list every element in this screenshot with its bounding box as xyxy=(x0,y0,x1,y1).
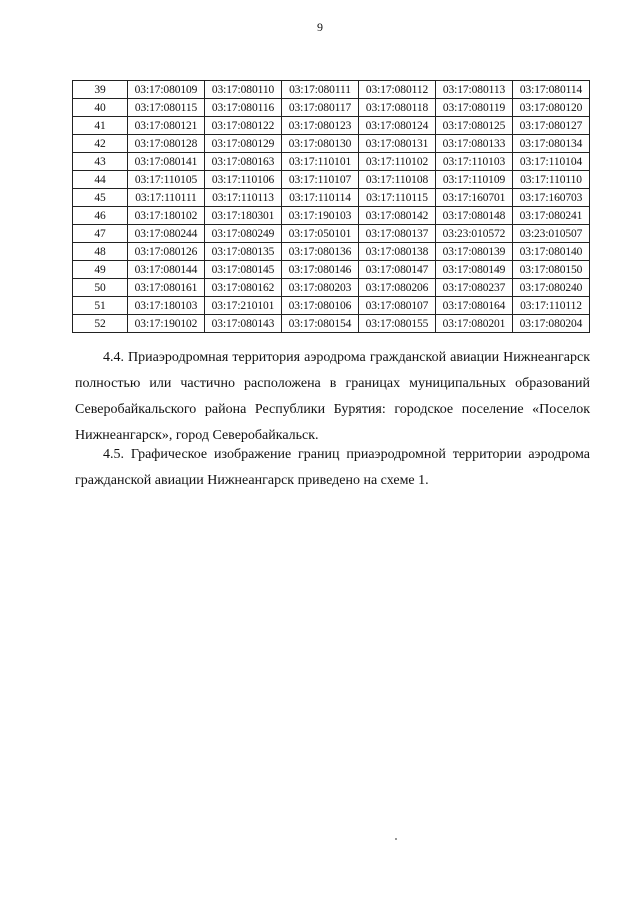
cadastral-number-cell: 03:17:080136 xyxy=(282,243,359,261)
table-row xyxy=(73,117,590,135)
cadastral-number-cell: 03:17:080131 xyxy=(359,135,436,153)
cadastral-number-cell: 03:17:080237 xyxy=(436,279,513,297)
row-number-cell: 44 xyxy=(73,171,128,189)
cadastral-number-cell: 03:17:110103 xyxy=(436,153,513,171)
cadastral-number-cell: 03:17:080206 xyxy=(359,279,436,297)
cadastral-number-cell: 03:17:080244 xyxy=(128,225,205,243)
cadastral-number-cell: 03:17:080115 xyxy=(128,99,205,117)
table-row xyxy=(73,315,590,333)
cadastral-number-cell: 03:17:080122 xyxy=(205,117,282,135)
cadastral-number-cell: 03:17:080163 xyxy=(205,153,282,171)
cadastral-number-cell: 03:23:010572 xyxy=(436,225,513,243)
cadastral-number-cell: 03:17:080106 xyxy=(282,297,359,315)
table-row xyxy=(73,225,590,243)
cadastral-number-cell: 03:17:080113 xyxy=(436,81,513,99)
cadastral-number-cell: 03:17:080134 xyxy=(513,135,590,153)
cadastral-number-cell: 03:17:080129 xyxy=(205,135,282,153)
cadastral-number-cell: 03:17:180102 xyxy=(128,207,205,225)
cadastral-number-cell: 03:17:080110 xyxy=(205,81,282,99)
table-row xyxy=(73,171,590,189)
cadastral-number-cell: 03:17:080137 xyxy=(359,225,436,243)
cadastral-number-cell: 03:17:080128 xyxy=(128,135,205,153)
cadastral-number-cell: 03:17:080204 xyxy=(513,315,590,333)
cadastral-number-cell: 03:17:110112 xyxy=(513,297,590,315)
paragraph-4-4: 4.4. Приаэродромная территория аэродрома гражданской авиации Нижнеангарск полностью или частично расположена в границах муниципальных образований Северобайкальского района Республики Бурятия: городское поселение «Поселок Нижнеангарск», город Северобайкальск. xyxy=(75,350,590,443)
cadastral-number-cell: 03:17:080154 xyxy=(282,315,359,333)
cadastral-number-cell: 03:17:110104 xyxy=(513,153,590,171)
cadastral-number-cell: 03:17:110105 xyxy=(128,171,205,189)
cadastral-number-cell: 03:17:110106 xyxy=(205,171,282,189)
cadastral-number-cell: 03:17:080133 xyxy=(436,135,513,153)
cadastral-number-cell: 03:17:080241 xyxy=(513,207,590,225)
page-number: 9 xyxy=(317,20,323,34)
cadastral-number-cell: 03:17:080111 xyxy=(282,81,359,99)
row-number-cell: 47 xyxy=(73,225,128,243)
cadastral-number-cell: 03:17:080164 xyxy=(436,297,513,315)
cadastral-number-cell: 03:17:080146 xyxy=(282,261,359,279)
table-row xyxy=(73,297,590,315)
row-number-cell: 52 xyxy=(73,315,128,333)
cadastral-number-cell: 03:17:080130 xyxy=(282,135,359,153)
cadastral-number-cell: 03:23:010507 xyxy=(513,225,590,243)
cadastral-number-cell: 03:17:080125 xyxy=(436,117,513,135)
row-number-cell: 43 xyxy=(73,153,128,171)
cadastral-number-cell: 03:17:110109 xyxy=(436,171,513,189)
cadastral-number-cell: 03:17:080135 xyxy=(205,243,282,261)
cadastral-number-cell: 03:17:080149 xyxy=(436,261,513,279)
cadastral-number-cell: 03:17:080203 xyxy=(282,279,359,297)
cadastral-number-cell: 03:17:110114 xyxy=(282,189,359,207)
cadastral-number-cell: 03:17:080148 xyxy=(436,207,513,225)
cadastral-number-cell: 03:17:080249 xyxy=(205,225,282,243)
cadastral-number-cell: 03:17:080118 xyxy=(359,99,436,117)
cadastral-number-cell: 03:17:080117 xyxy=(282,99,359,117)
cadastral-number-cell: 03:17:080126 xyxy=(128,243,205,261)
cadastral-number-cell: 03:17:080116 xyxy=(205,99,282,117)
cadastral-number-cell: 03:17:110101 xyxy=(282,153,359,171)
cadastral-number-cell: 03:17:080138 xyxy=(359,243,436,261)
cadastral-number-cell: 03:17:210101 xyxy=(205,297,282,315)
cadastral-number-cell: 03:17:080143 xyxy=(205,315,282,333)
cadastral-number-cell: 03:17:080201 xyxy=(436,315,513,333)
cadastral-number-cell: 03:17:080114 xyxy=(513,81,590,99)
cadastral-number-cell: 03:17:080124 xyxy=(359,117,436,135)
paragraph-4-5: 4.5. Графическое изображение границ приаэродромной территории аэродрома гражданской авиации Нижнеангарск приведено на схеме 1. xyxy=(75,447,590,488)
cadastral-number-cell: 03:17:190102 xyxy=(128,315,205,333)
table-row xyxy=(73,135,590,153)
cadastral-number-cell: 03:17:080145 xyxy=(205,261,282,279)
table-row xyxy=(73,261,590,279)
cadastral-table-body xyxy=(73,81,590,333)
cadastral-number-cell: 03:17:080127 xyxy=(513,117,590,135)
cadastral-number-cell: 03:17:180103 xyxy=(128,297,205,315)
cadastral-number-cell: 03:17:110102 xyxy=(359,153,436,171)
table-row xyxy=(73,189,590,207)
cadastral-number-cell: 03:17:080119 xyxy=(436,99,513,117)
cadastral-number-cell: 03:17:080150 xyxy=(513,261,590,279)
table-row xyxy=(73,99,590,117)
cadastral-number-cell: 03:17:190103 xyxy=(282,207,359,225)
cadastral-number-cell: 03:17:080139 xyxy=(436,243,513,261)
cadastral-number-cell: 03:17:080123 xyxy=(282,117,359,135)
row-number-cell: 46 xyxy=(73,207,128,225)
cadastral-number-cell: 03:17:080240 xyxy=(513,279,590,297)
cadastral-number-cell: 03:17:080120 xyxy=(513,99,590,117)
table-row xyxy=(73,81,590,99)
cadastral-number-cell: 03:17:160701 xyxy=(436,189,513,207)
cadastral-number-cell: 03:17:080121 xyxy=(128,117,205,135)
cadastral-number-cell: 03:17:160703 xyxy=(513,189,590,207)
cadastral-number-cell: 03:17:080147 xyxy=(359,261,436,279)
cadastral-number-cell: 03:17:080142 xyxy=(359,207,436,225)
cadastral-number-cell: 03:17:080144 xyxy=(128,261,205,279)
row-number-cell: 39 xyxy=(73,81,128,99)
row-number-cell: 40 xyxy=(73,99,128,117)
table-row xyxy=(73,279,590,297)
cadastral-number-cell: 03:17:080141 xyxy=(128,153,205,171)
cadastral-number-cell: 03:17:110107 xyxy=(282,171,359,189)
cadastral-number-cell: 03:17:080112 xyxy=(359,81,436,99)
row-number-cell: 41 xyxy=(73,117,128,135)
cadastral-number-cell: 03:17:050101 xyxy=(282,225,359,243)
cadastral-number-cell: 03:17:080107 xyxy=(359,297,436,315)
cadastral-number-cell: 03:17:080140 xyxy=(513,243,590,261)
scan-speck xyxy=(395,838,397,840)
table-row xyxy=(73,243,590,261)
row-number-cell: 48 xyxy=(73,243,128,261)
row-number-cell: 50 xyxy=(73,279,128,297)
cadastral-number-cell: 03:17:180301 xyxy=(205,207,282,225)
cadastral-number-cell: 03:17:110115 xyxy=(359,189,436,207)
cadastral-number-cell: 03:17:080155 xyxy=(359,315,436,333)
cadastral-number-cell: 03:17:110108 xyxy=(359,171,436,189)
row-number-cell: 42 xyxy=(73,135,128,153)
cadastral-number-cell: 03:17:110111 xyxy=(128,189,205,207)
cadastral-number-cell: 03:17:110110 xyxy=(513,171,590,189)
cadastral-number-cell: 03:17:080161 xyxy=(128,279,205,297)
cadastral-number-cell: 03:17:080109 xyxy=(128,81,205,99)
cadastral-number-cell: 03:17:110113 xyxy=(205,189,282,207)
row-number-cell: 45 xyxy=(73,189,128,207)
table-row xyxy=(73,153,590,171)
cadastral-number-cell: 03:17:080162 xyxy=(205,279,282,297)
cadastral-table xyxy=(72,80,590,333)
row-number-cell: 51 xyxy=(73,297,128,315)
table-row xyxy=(73,207,590,225)
row-number-cell: 49 xyxy=(73,261,128,279)
